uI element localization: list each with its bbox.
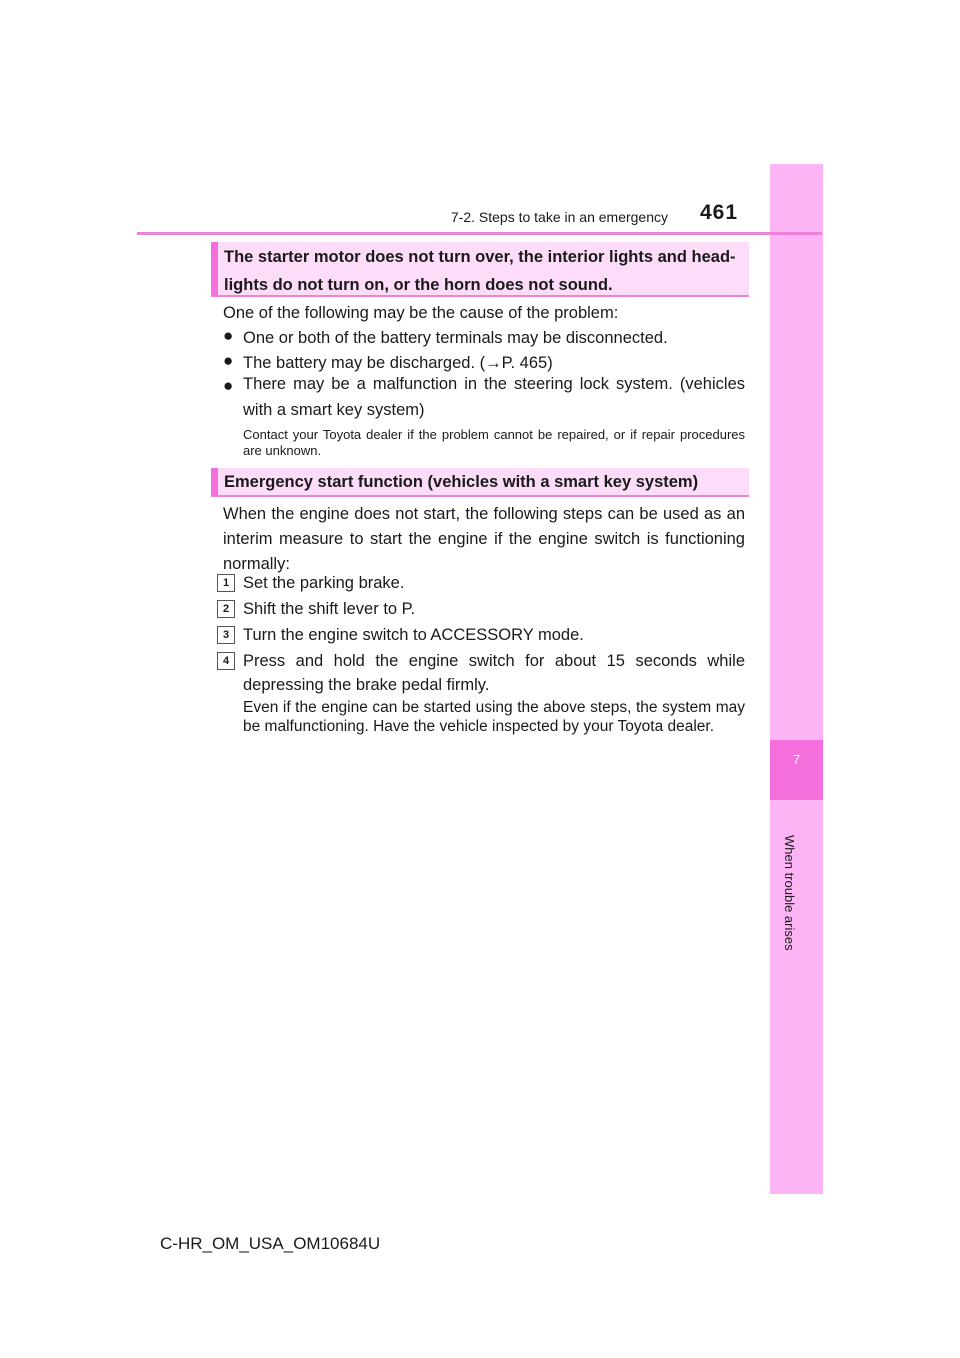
bullet-item: The battery may be discharged. (→P. 465) — [243, 354, 553, 372]
side-tab-active-chapter — [770, 740, 823, 800]
section2-note: Even if the engine can be started using the above steps, the system may be malfunctioning. Have the vehicle inspected by your Toyota dealer. — [243, 699, 745, 735]
section-heading-starter-motor — [211, 242, 749, 297]
step-number-box: 4 — [217, 652, 235, 670]
step-number-box: 1 — [217, 574, 235, 592]
section1-note: Contact your Toyota dealer if the problem cannot be repaired, or if repair procedures are unknown. — [243, 427, 745, 458]
document-code: C-HR_OM_USA_OM10684U — [160, 1234, 381, 1253]
bullet-item: There may be a malfunction in the steering lock system. (vehicles with a smart key system) — [243, 375, 745, 419]
step-text: Press and hold the engine switch for about 15 seconds while depressing the brake pedal firmly. — [243, 652, 745, 694]
section1-intro: One of the following may be the cause of the problem: — [223, 304, 619, 322]
header-section-title: 7-2. Steps to take in an emergency — [450, 209, 668, 225]
step-number-box: 3 — [217, 626, 235, 644]
page-number: 461 — [700, 201, 739, 224]
section-heading-emergency-start: Emergency start function (vehicles with a smart key system) — [211, 468, 749, 497]
bullet-icon: ● — [223, 376, 234, 395]
step-text: Shift the shift lever to P. — [243, 600, 416, 618]
step-text: Turn the engine switch to ACCESSORY mode. — [243, 626, 584, 644]
chapter-title: When trouble arises — [782, 835, 797, 951]
heading-line-1: The starter motor does not turn over, the interior lights and head- — [224, 248, 736, 266]
step-number-box: 2 — [217, 600, 235, 618]
header-divider — [137, 232, 822, 235]
heading-line-2: lights do not turn on, or the horn does not sound. — [224, 276, 613, 294]
side-tab — [770, 164, 823, 1194]
step-text: Set the parking brake. — [243, 574, 405, 592]
bullet-icon: ● — [223, 326, 234, 345]
chapter-number: 7 — [792, 752, 801, 767]
bullet-icon: ● — [223, 351, 234, 370]
bullet-item: One or both of the battery terminals may be disconnected. — [243, 329, 668, 347]
section2-intro: When the engine does not start, the following steps can be used as an interim measure to start the engine if the engine switch is functioning normally: — [223, 505, 745, 573]
